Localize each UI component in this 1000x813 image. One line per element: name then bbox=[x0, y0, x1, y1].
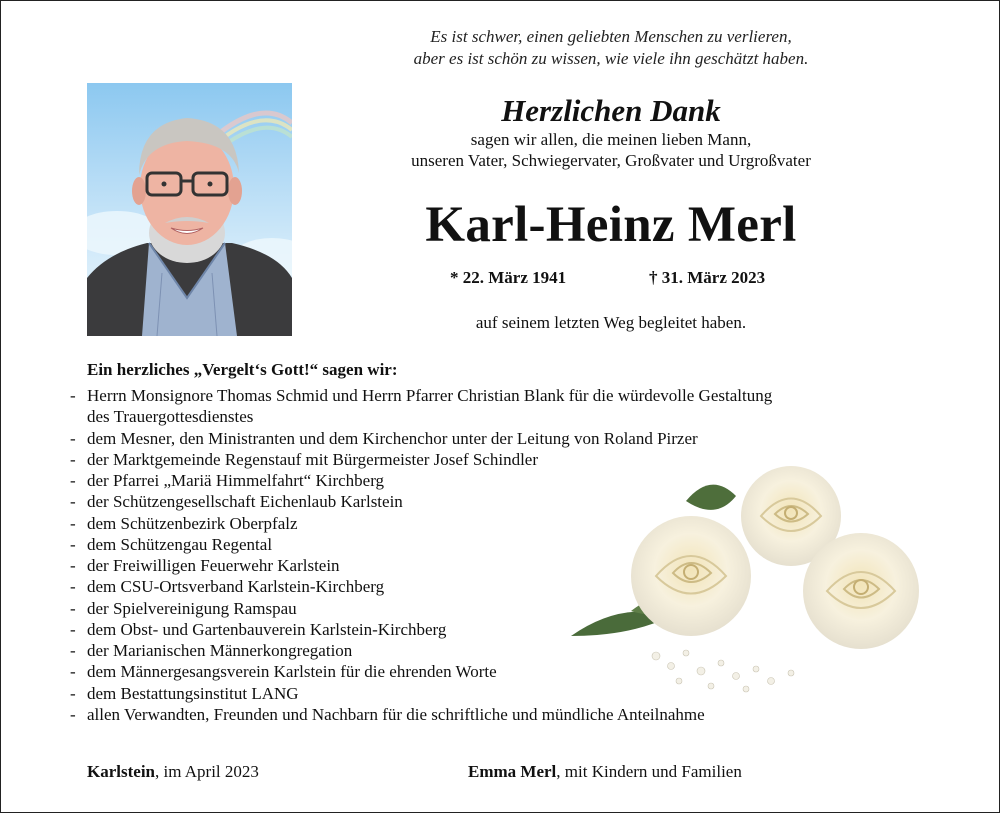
intro-line-1: sagen wir allen, die meinen lieben Mann, bbox=[470, 130, 752, 149]
footer-signature bbox=[468, 761, 742, 783]
birth-date: * 22. März 1941 bbox=[450, 268, 567, 287]
footer-signer-suffix: , mit Kindern und Familien bbox=[556, 762, 742, 781]
thanks-list bbox=[69, 385, 889, 725]
list-item: - der Pfarrei „Mariä Himmelfahrt“ Kirchberg bbox=[69, 470, 889, 491]
quote-line-1: Es ist schwer, einen geliebten Menschen zu verlieren, bbox=[430, 27, 792, 46]
list-item bbox=[69, 385, 889, 428]
footer-signer: Emma Merl bbox=[468, 762, 557, 781]
list-item-text: Herrn Monsignore Thomas Schmid und Herrn Pfarrer Christian Blank für die würdevolle Gestaltung bbox=[87, 386, 773, 405]
list-item: - der Schützengesellschaft Eichenlaub Karlstein bbox=[69, 491, 889, 512]
list-item: - dem Schützengau Regental bbox=[69, 534, 889, 555]
last-way-text: auf seinem letzten Weg begleitet haben. bbox=[475, 313, 747, 332]
list-item-continuation: des Trauergottesdienstes bbox=[87, 407, 254, 427]
list-item: - dem Schützenbezirk Oberpfalz bbox=[69, 513, 889, 534]
deceased-name: Karl-Heinz Merl bbox=[425, 197, 797, 253]
list-item: - dem Männergesangsverein Karlstein für die ehrenden Worte bbox=[69, 661, 889, 682]
portrait-illustration bbox=[87, 83, 292, 336]
thanks-header: Ein herzliches „Vergelt‘s Gott!“ sagen wir: bbox=[87, 360, 398, 379]
quote-line-2: aber es ist schön zu wissen, wie viele ihn geschätzt haben. bbox=[413, 49, 809, 68]
footer-place-date bbox=[87, 761, 259, 783]
footer-place: Karlstein bbox=[87, 762, 155, 781]
intro-line-2: unseren Vater, Schwiegervater, Großvater und Urgroßvater bbox=[411, 151, 811, 170]
list-item: - dem CSU-Ortsverband Karlstein-Kirchberg bbox=[69, 576, 889, 597]
portrait-photo bbox=[87, 83, 292, 336]
list-item: - der Freiwilligen Feuerwehr Karlstein bbox=[69, 555, 889, 576]
list-item: - dem Obst- und Gartenbauverein Karlstein-Kirchberg bbox=[69, 619, 889, 640]
list-item: - dem Mesner, den Ministranten und dem Kirchenchor unter der Leitung von Roland Pirzer bbox=[69, 428, 889, 449]
list-item: - der Spielvereinigung Ramspau bbox=[69, 598, 889, 619]
footer-date: , im April 2023 bbox=[155, 762, 259, 781]
list-item: - dem Bestattungsinstitut LANG bbox=[69, 683, 889, 704]
thanks-title: Herzlichen Dank bbox=[501, 93, 721, 128]
list-item: - allen Verwandten, Freunden und Nachbarn für die schriftliche und mündliche Anteilnahme bbox=[69, 704, 889, 725]
list-item: - der Marktgemeinde Regenstauf mit Bürgermeister Josef Schindler bbox=[69, 449, 889, 470]
list-item: - der Marianischen Männerkongregation bbox=[69, 640, 889, 661]
death-date: † 31. März 2023 bbox=[649, 268, 766, 287]
